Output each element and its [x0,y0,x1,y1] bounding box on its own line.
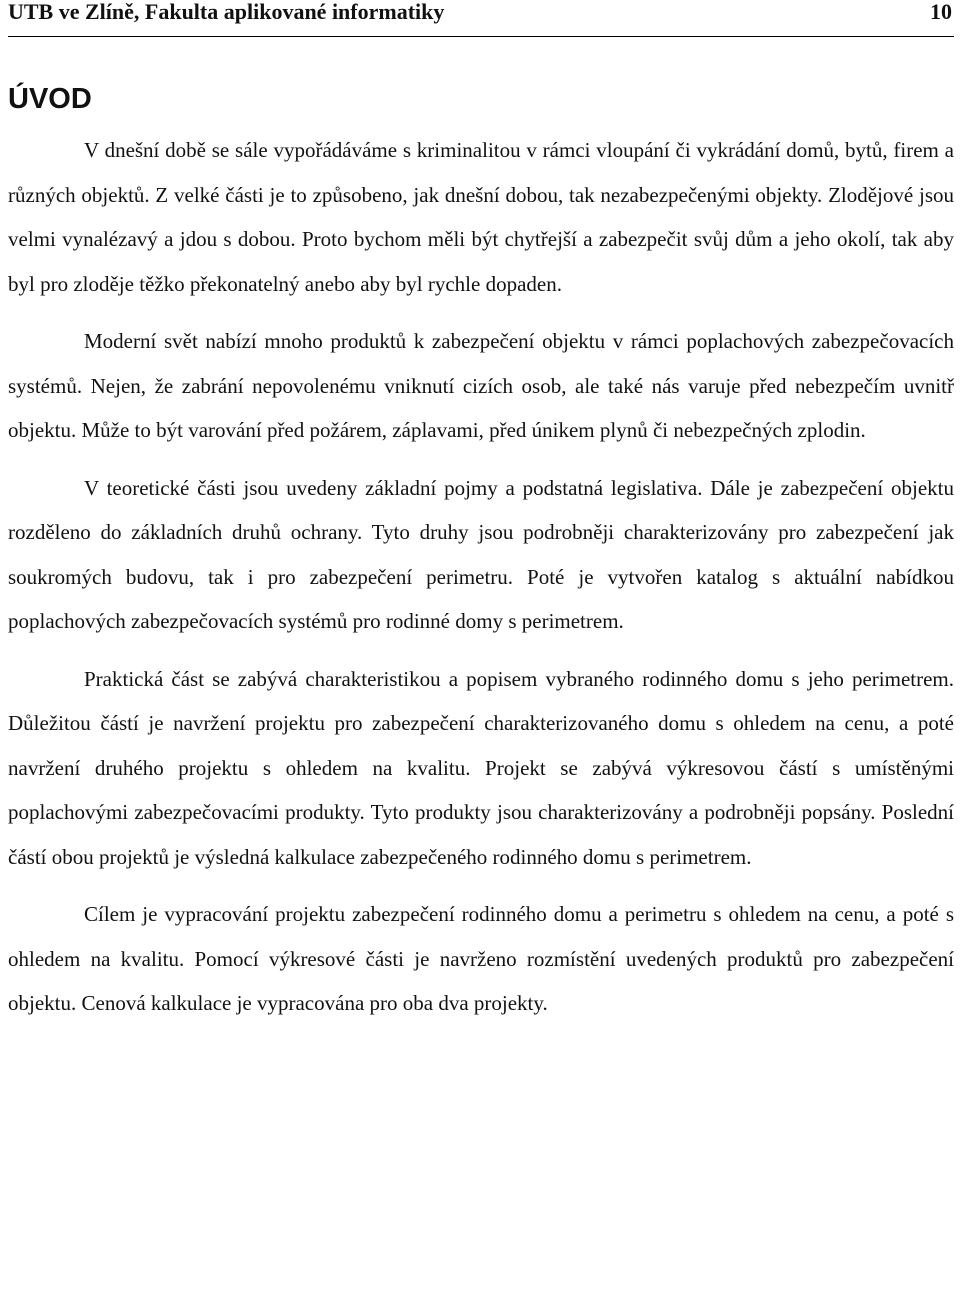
paragraph-1: V dnešní době se sále vypořádáváme s kriminalitou v rámci vloupání či vykrádání domů, bytů, firem a různých objektů. Z velké části je to způsobeno, jak dnešní dobou, tak nezabezpečenými objekty. Zlodějové jsou velmi vynalézavý a jdou s dobou. Proto bychom měli být chytřejší a zabezpečit svůj dům a jeho okolí, tak aby byl pro zloděje těžko překonatelný anebo aby byl rychle dopaden. [8,138,954,296]
paragraph-4: Praktická část se zabývá charakteristikou a popisem vybraného rodinného domu s jeho perimetrem. Důležitou částí je navržení projektu pro zabezpečení charakterizovaného domu s ohledem na cenu, a poté navržení druhého projektu s ohledem na kvalitu. Projekt se zabývá výkresovou částí s umístěnými poplachovými zabezpečovacími produkty. Tyto produkty jsou charakterizovány a podrobněji popsány. Poslední částí obou projektů je výsledná kalkulace zabezpečeného rodinného domu s perimetrem. [8,666,954,869]
paragraph-5: Cílem je vypracování projektu zabezpečení rodinného domu a perimetru s ohledem na cenu, a poté s ohledem na kvalitu. Pomocí výkresové části je navrženo rozmístění uvedených produktů pro zabezpečení objektu. Cenová kalkulace je vypracována pro oba dva projekty. [8,902,954,1015]
page-number: 10 [930,0,952,24]
document-page [8,0,954,1026]
header-title: UTB ve Zlíně, Fakulta aplikované informatiky [8,0,445,24]
paragraph-2: Moderní svět nabízí mnoho produktů k zabezpečení objektu v rámci poplachových zabezpečovacích systémů. Nejen, že zabrání nepovolenému vniknutí cizích osob, ale také nás varuje před nebezpečím uvnitř objektu. Může to být varování před požárem, záplavami, před únikem plynů či nebezpečných zplodin. [8,329,954,442]
paragraph-3: V teoretické části jsou uvedeny základní pojmy a podstatná legislativa. Dále je zabezpečení objektu rozděleno do základních druhů ochrany. Tyto druhy jsou podrobněji charakterizovány pro zabezpečení jak soukromých budovu, tak i pro zabezpečení perimetru. Poté je vytvořen katalog s aktuální nabídkou poplachových zabezpečovacích systémů pro rodinné domy s perimetrem. [8,475,954,633]
chapter-heading: ÚVOD [8,83,92,115]
running-header [8,0,954,37]
body-text [8,128,954,1026]
